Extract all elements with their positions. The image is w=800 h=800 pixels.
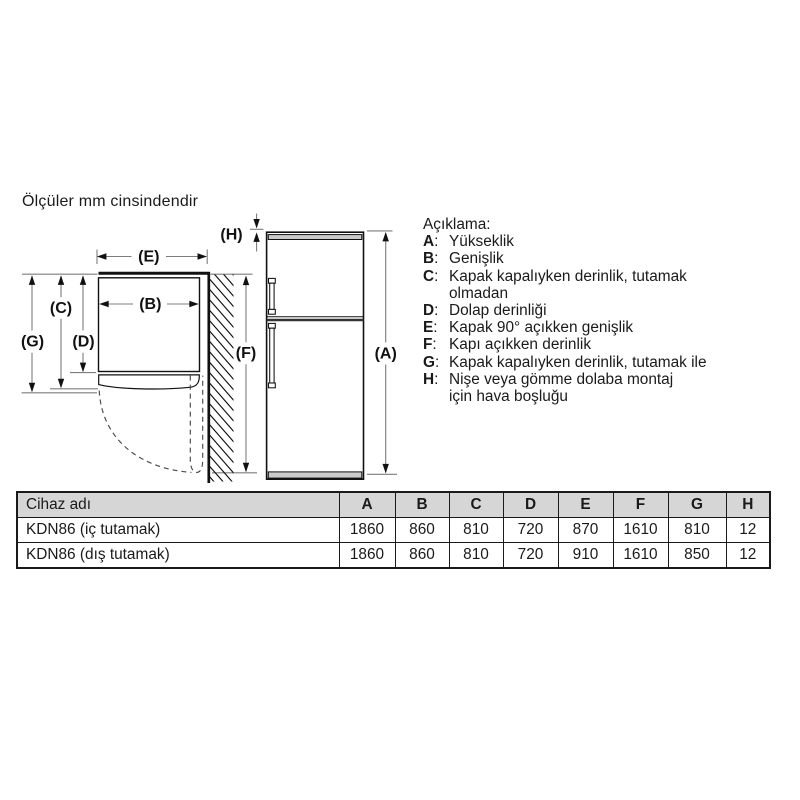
device-name-cell: KDN86 (iç tutamak) xyxy=(17,518,339,543)
legend-item-line: B: Genişlik xyxy=(423,250,504,268)
dimension-value-cell: 910 xyxy=(558,543,613,569)
fridge-plinth-band xyxy=(268,472,362,478)
legend-key: E: xyxy=(423,319,438,337)
dimension-value-cell: 810 xyxy=(449,518,503,543)
legend-key: G: xyxy=(423,353,440,371)
device-name-cell: KDN86 (dış tutamak) xyxy=(17,543,339,569)
dim-label-d: (D) xyxy=(72,333,95,351)
dimension-column-header: D xyxy=(503,492,558,518)
dimension-column-header: A xyxy=(339,492,395,518)
dimension-value-cell: 810 xyxy=(449,543,503,569)
legend-key: C: xyxy=(423,267,439,285)
legend xyxy=(423,216,768,405)
legend-item xyxy=(423,354,768,371)
dimensions-table xyxy=(16,491,771,569)
legend-item xyxy=(423,319,768,336)
table-header-row xyxy=(17,492,770,518)
hatch-line xyxy=(208,246,235,277)
legend-item-line: A: Yükseklik xyxy=(423,233,515,251)
dimension-value-cell: 12 xyxy=(726,518,770,543)
dimension-value-cell: 1610 xyxy=(613,518,668,543)
dimension-value-cell: 860 xyxy=(395,518,449,543)
dimension-value-cell: 1610 xyxy=(613,543,668,569)
dimension-value-cell: 870 xyxy=(558,518,613,543)
fridge-top-band xyxy=(268,235,362,240)
legend-item xyxy=(423,302,768,319)
legend-key: H: xyxy=(423,370,439,388)
dim-label-g: (G) xyxy=(20,333,45,351)
dim-label-e: (E) xyxy=(138,248,160,266)
legend-key: A: xyxy=(423,233,439,251)
dimension-value-cell: 1860 xyxy=(339,518,395,543)
dimension-column-header: F xyxy=(613,492,668,518)
dim-label-h: (H) xyxy=(220,226,243,244)
dimension-diagram xyxy=(0,205,400,495)
legend-item-line: F: Kapı açıkken derinlik xyxy=(423,336,592,354)
top-view-drawing xyxy=(21,246,257,495)
legend-item-line: G: Kapak kapalıyken derinlik, tutamak ile xyxy=(423,353,707,371)
dimension-value-cell: 850 xyxy=(668,543,726,569)
dimension-value-cell: 12 xyxy=(726,543,770,569)
legend-item-line: H: Nişe veya gömme dolaba montaj xyxy=(423,370,674,388)
legend-item-line: E: Kapak 90° açıkken genişlik xyxy=(423,319,634,337)
dimension-column-header: E xyxy=(558,492,613,518)
legend-item-line: için hava boşluğu xyxy=(449,388,568,406)
dim-label-a: (A) xyxy=(374,345,397,363)
legend-item xyxy=(423,336,768,353)
dim-label-f: (F) xyxy=(235,345,257,362)
page-title: Ölçüler mm cinsindendir xyxy=(22,193,199,210)
legend-key: B: xyxy=(423,250,439,268)
door-swing-arc xyxy=(99,391,191,473)
dim-label-c: (C) xyxy=(49,299,73,317)
dimension-value-cell: 1860 xyxy=(339,543,395,569)
legend-title: Açıklama: xyxy=(423,216,491,233)
closed-door xyxy=(99,375,200,389)
table-row xyxy=(17,518,770,543)
fridge-body xyxy=(267,232,364,479)
legend-item-line: C: Kapak kapalıyken derinlik, tutamak xyxy=(423,267,687,285)
legend-key: D: xyxy=(423,302,439,320)
dim-label-b: (B) xyxy=(139,296,162,313)
legend-item xyxy=(423,371,768,405)
upper-handle xyxy=(269,278,276,314)
device-column-header: Cihaz adı xyxy=(17,492,339,518)
dimension-value-cell: 810 xyxy=(668,518,726,543)
dimension-column-header: H xyxy=(726,492,770,518)
table-row xyxy=(17,543,770,569)
lower-handle xyxy=(269,323,276,387)
dimension-value-cell: 720 xyxy=(503,518,558,543)
dimension-value-cell: 860 xyxy=(395,543,449,569)
legend-item xyxy=(423,268,768,302)
dimension-value-cell: 720 xyxy=(503,543,558,569)
legend-item xyxy=(423,233,768,250)
legend-item xyxy=(423,250,768,267)
dimension-column-header: G xyxy=(668,492,726,518)
door-open-outline xyxy=(190,376,202,473)
cabinet-outline xyxy=(99,278,200,372)
legend-key: F: xyxy=(423,336,437,354)
dimension-column-header: B xyxy=(395,492,449,518)
legend-item-line: D: Dolap derinliği xyxy=(423,302,547,320)
legend-item-line: olmadan xyxy=(449,284,509,302)
wall-hatch xyxy=(208,246,235,495)
dimension-column-header: C xyxy=(449,492,503,518)
